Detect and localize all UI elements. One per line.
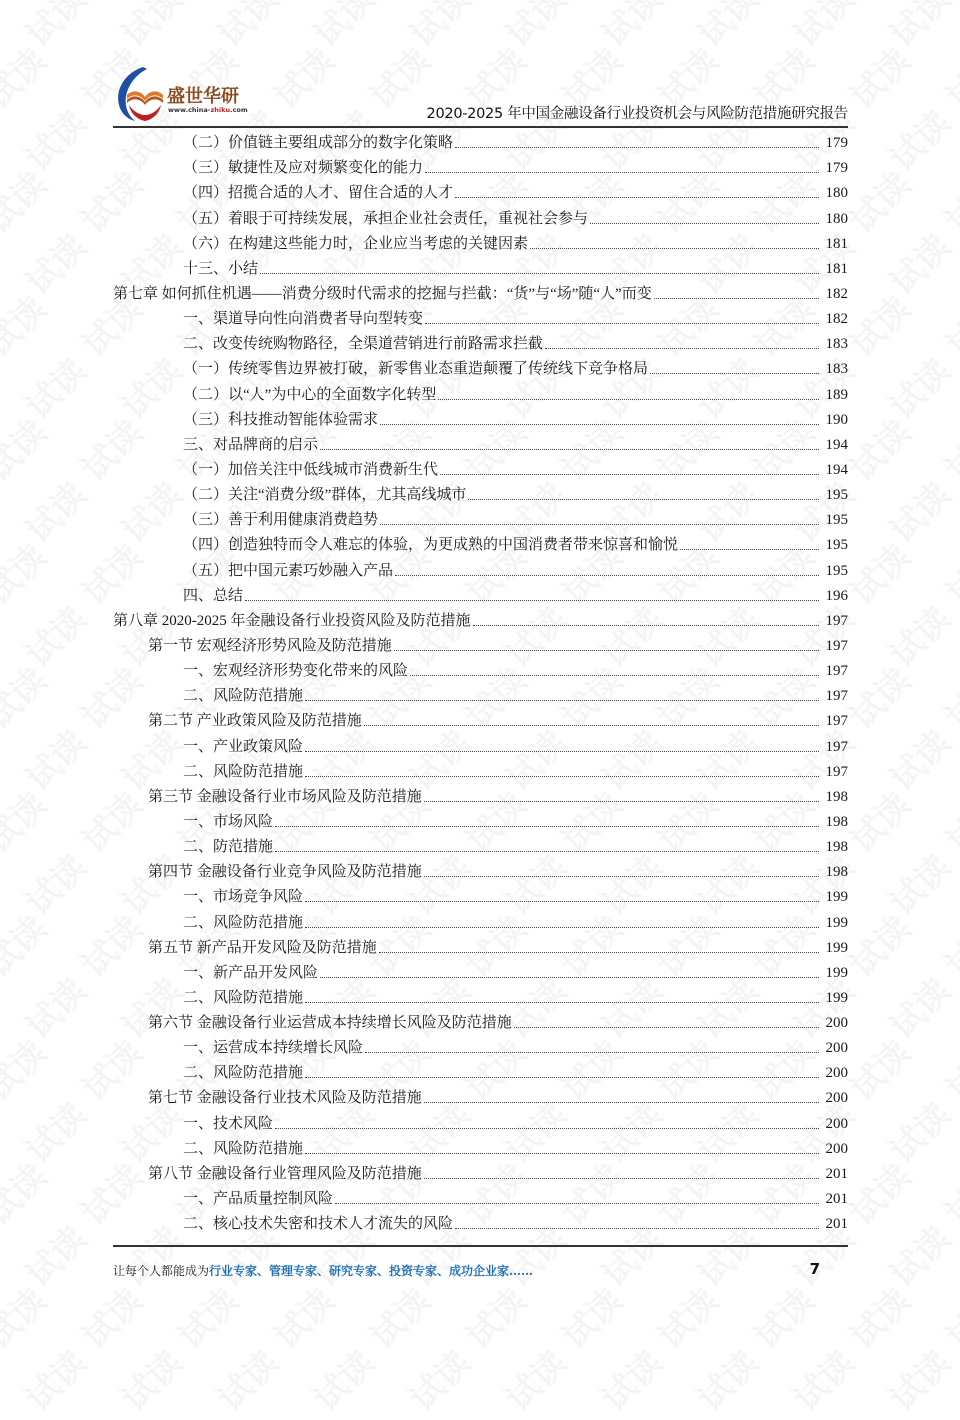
toc-dot-leader [654,297,819,299]
company-logo [113,65,263,123]
toc-entry[interactable] [113,354,848,379]
toc-entry[interactable] [113,882,848,907]
toc-entry-label: 第三节 金融设备行业市场风险及防范措施 [148,788,422,805]
toc-entry[interactable] [113,656,848,681]
toc-entry[interactable] [113,304,848,329]
toc-dot-leader [425,171,819,173]
toc-dot-leader [305,926,819,928]
toc-dot-leader [680,548,819,550]
toc-entry-label: （四）招揽合适的人才、留住合适的人才 [183,185,454,202]
toc-entry[interactable] [113,581,848,606]
toc-entry[interactable] [113,1209,848,1234]
toc-dot-leader [305,1001,819,1003]
logo-url: www.china-zhiku.com [168,106,248,114]
toc-entry[interactable] [113,128,848,153]
toc-dot-leader [380,523,819,525]
toc-entry-label: 一、市场竞争风险 [183,889,304,906]
toc-entry-label: （三）善于利用健康消费趋势 [183,512,379,529]
toc-entry-label: （一）加倍关注中低线城市消费新生代 [183,461,439,478]
toc-entry[interactable] [113,857,848,882]
toc-entry-label: 四、总结 [183,587,244,604]
toc-entry-page: 200 [825,1065,848,1082]
toc-entry-page: 197 [825,612,848,629]
toc-entry-label: （五）着眼于可持续发展，承担企业社会责任，重视社会参与 [183,210,589,227]
toc-entry-label: 十三、小结 [183,260,259,277]
toc-entry-page: 200 [825,1115,848,1132]
toc-entry-page: 196 [825,587,848,604]
toc-dot-leader [260,272,819,274]
toc-entry-page: 198 [825,839,848,856]
toc-dot-leader [440,473,819,475]
toc-entry-label: 第一节 宏观经济形势风险及防范措施 [148,637,392,654]
toc-entry-page: 199 [825,914,848,931]
toc-entry-label: 二、风险防范措施 [183,989,304,1006]
toc-dot-leader [275,850,819,852]
toc-entry[interactable] [113,329,848,354]
toc-entry-label: 二、风险防范措施 [183,914,304,931]
toc-entry-label: 二、核心技术失密和技术人才流失的风险 [183,1216,454,1233]
toc-entry-page: 197 [825,738,848,755]
toc-entry-page: 180 [825,185,848,202]
footer-slogan-prefix: 让每个人都能成为 [113,1264,210,1278]
toc-entry-label: （二）价值链主要组成部分的数字化策略 [183,135,454,152]
toc-entry[interactable] [113,530,848,555]
toc-entry-page: 195 [825,562,848,579]
toc-entry-page: 199 [825,964,848,981]
toc-dot-leader [410,674,819,676]
toc-entry[interactable] [113,1108,848,1133]
toc-entry-label: 二、风险防范措施 [183,763,304,780]
toc-entry-label: 一、市场风险 [183,813,274,830]
toc-dot-leader [275,1127,819,1129]
toc-entry-label: 第四节 金融设备行业竞争风险及防范措施 [148,864,422,881]
toc-entry[interactable] [113,1058,848,1083]
toc-entry-page: 181 [825,235,848,252]
toc-entry-label: 一、宏观经济形势变化带来的风险 [183,663,409,680]
toc-entry-page: 199 [825,989,848,1006]
toc-dot-leader [335,1202,819,1204]
toc-entry-label: 一、产业政策风险 [183,738,304,755]
toc-dot-leader [379,951,819,953]
toc-entry-label: （六）在构建这些能力时，企业应当考虑的关键因素 [183,235,529,252]
logo-emblem-icon [113,65,165,123]
toc-entry[interactable] [113,681,848,706]
toc-entry[interactable] [113,430,848,455]
toc-entry-page: 198 [825,813,848,830]
toc-dot-leader [468,498,819,500]
toc-entry[interactable] [113,203,848,228]
toc-entry-label: 第二节 产业政策风险及防范措施 [148,713,362,730]
toc-entry-page: 199 [825,889,848,906]
toc-entry[interactable] [113,555,848,580]
toc-entry[interactable] [113,832,848,857]
toc-entry-page: 194 [825,436,848,453]
toc-entry[interactable] [113,631,848,656]
toc-entry-label: 第七章 如何抓住机遇——消费分级时代需求的挖掘与拦截：“货”与“场”随“人”而变 [113,285,652,302]
toc-dot-leader [365,1051,819,1053]
toc-entry-page: 183 [825,336,848,353]
toc-dot-leader [514,1026,819,1028]
toc-entry[interactable] [113,1033,848,1058]
table-of-contents [113,128,848,1234]
toc-entry[interactable] [113,505,848,530]
toc-entry-page: 200 [825,1015,848,1032]
toc-entry-page: 194 [825,461,848,478]
toc-entry-page: 181 [825,260,848,277]
toc-dot-leader [394,649,819,651]
toc-dot-leader [590,222,819,224]
toc-entry-page: 180 [825,210,848,227]
toc-entry-label: 二、风险防范措施 [183,688,304,705]
toc-entry-label: 一、渠道导向性向消费者导向型转变 [183,311,424,328]
toc-dot-leader [424,1177,819,1179]
toc-entry-page: 198 [825,788,848,805]
toc-entry-page: 182 [825,285,848,302]
toc-entry-page: 199 [825,939,848,956]
toc-entry[interactable] [113,933,848,958]
toc-dot-leader [530,247,819,249]
toc-entry-page: 197 [825,713,848,730]
toc-entry-page: 190 [825,411,848,428]
toc-entry-page: 183 [825,361,848,378]
toc-entry-label: （四）创造独特而令人难忘的体验，为更成熟的中国消费者带来惊喜和愉悦 [183,537,679,554]
report-title: 2020-2025 年中国金融设备行业投资机会与风险防范措施研究报告 [426,106,848,122]
toc-dot-leader [305,750,819,752]
toc-entry-page: 195 [825,537,848,554]
toc-dot-leader [305,1152,819,1154]
toc-entry-label: 第六节 金融设备行业运营成本持续增长风险及防范措施 [148,1015,512,1032]
toc-dot-leader [455,146,819,148]
toc-entry[interactable] [113,379,848,404]
toc-entry-label: （三）敏捷性及应对频繁变化的能力 [183,160,424,177]
toc-entry[interactable] [113,229,848,254]
toc-entry[interactable] [113,958,848,983]
toc-entry-label: （一）传统零售边界被打破，新零售业态重造颠覆了传统线下竞争格局 [183,361,649,378]
toc-dot-leader [424,875,819,877]
toc-entry-label: 三、对品牌商的启示 [183,436,319,453]
toc-entry[interactable] [113,480,848,505]
toc-dot-leader [320,448,819,450]
toc-dot-leader [320,976,819,978]
toc-entry-label: 一、运营成本持续增长风险 [183,1040,364,1057]
toc-entry[interactable] [113,807,848,832]
toc-dot-leader [545,347,819,349]
toc-entry[interactable] [113,1159,848,1184]
toc-entry-label: （二）以“人”为中心的全面数字化转型 [183,386,437,403]
toc-entry-label: 一、技术风险 [183,1115,274,1132]
toc-entry-page: 201 [825,1165,848,1182]
toc-entry[interactable] [113,153,848,178]
toc-entry[interactable] [113,405,848,430]
toc-entry-label: 第八节 金融设备行业管理风险及防范措施 [148,1165,422,1182]
toc-entry-page: 179 [825,135,848,152]
toc-entry-label: 二、风险防范措施 [183,1140,304,1157]
toc-entry-label: 一、产品质量控制风险 [183,1191,334,1208]
footer-slogan-highlight: 行业专家、管理专家、研究专家、投资专家、成功企业家…… [209,1264,534,1278]
toc-entry-label: 第七节 金融设备行业技术风险及防范措施 [148,1090,422,1107]
toc-dot-leader [473,624,820,626]
logo-brand-name: 盛世华研 [167,86,239,107]
toc-entry-label: 第五节 新产品开发风险及防范措施 [148,939,377,956]
toc-dot-leader [650,372,819,374]
toc-entry-page: 195 [825,512,848,529]
toc-dot-leader [438,398,819,400]
toc-entry-label: 第八章 2020-2025 年金融设备行业投资风险及防范措施 [113,612,471,629]
toc-entry[interactable] [113,731,848,756]
toc-entry-page: 201 [825,1216,848,1233]
toc-entry-page: 200 [825,1090,848,1107]
toc-dot-leader [380,423,819,425]
toc-entry[interactable] [113,178,848,203]
toc-entry[interactable] [113,983,848,1008]
footer-divider [113,1245,848,1247]
toc-entry[interactable] [113,782,848,807]
toc-entry[interactable] [113,907,848,932]
toc-dot-leader [455,1227,819,1229]
toc-entry[interactable] [113,455,848,480]
toc-dot-leader [245,599,819,601]
toc-entry-label: 二、改变传统购物路径，全渠道营销进行前路需求拦截 [183,336,544,353]
toc-entry-page: 197 [825,663,848,680]
toc-entry[interactable] [113,757,848,782]
page-footer [113,1262,848,1282]
toc-entry-page: 179 [825,160,848,177]
toc-entry-label: （二）关注“消费分级”群体，尤其高线城市 [183,487,467,504]
toc-entry[interactable] [113,254,848,279]
toc-entry-label: （五）把中国元素巧妙融入产品 [183,562,394,579]
toc-dot-leader [424,1101,819,1103]
toc-entry-label: 二、防范措施 [183,839,274,856]
toc-entry[interactable] [113,1008,848,1033]
toc-entry-page: 200 [825,1040,848,1057]
toc-entry-label: 二、风险防范措施 [183,1065,304,1082]
page-header [113,60,848,126]
toc-entry[interactable] [113,606,848,631]
toc-entry[interactable] [113,279,848,304]
toc-entry-page: 195 [825,487,848,504]
toc-entry[interactable] [113,1134,848,1159]
toc-dot-leader [275,825,819,827]
toc-dot-leader [424,800,819,802]
toc-entry[interactable] [113,706,848,731]
toc-dot-leader [305,900,819,902]
toc-entry-page: 198 [825,864,848,881]
toc-entry-page: 201 [825,1191,848,1208]
toc-entry-page: 200 [825,1140,848,1157]
page-number: 7 [809,1260,820,1278]
toc-dot-leader [455,196,819,198]
toc-entry-page: 189 [825,386,848,403]
toc-entry-label: （三）科技推动智能体验需求 [183,411,379,428]
toc-entry-label: 一、新产品开发风险 [183,964,319,981]
toc-dot-leader [305,1076,819,1078]
toc-dot-leader [395,574,819,576]
toc-entry-page: 197 [825,688,848,705]
toc-dot-leader [364,724,819,726]
toc-entry-page: 197 [825,763,848,780]
toc-dot-leader [305,699,819,701]
toc-entry-page: 182 [825,311,848,328]
toc-entry-page: 197 [825,637,848,654]
toc-entry[interactable] [113,1083,848,1108]
toc-dot-leader [425,322,819,324]
toc-entry[interactable] [113,1184,848,1209]
toc-dot-leader [305,775,819,777]
